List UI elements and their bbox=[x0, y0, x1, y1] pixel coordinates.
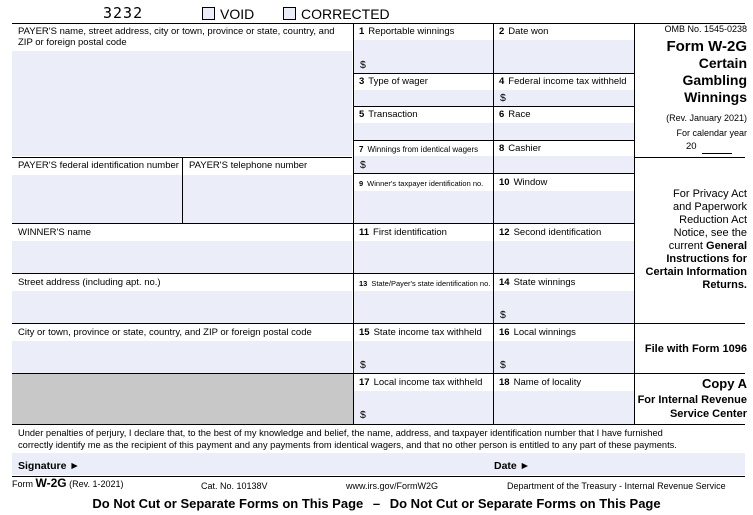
box-label-text: Federal income tax withheld bbox=[508, 76, 627, 87]
box13-input[interactable] bbox=[354, 291, 493, 323]
form-code: 3232 bbox=[103, 4, 144, 22]
box-label-text: First identification bbox=[373, 227, 447, 238]
rule bbox=[12, 23, 745, 24]
box16-label bbox=[499, 327, 576, 338]
calendar-year-label: For calendar year bbox=[676, 128, 747, 138]
box11-label bbox=[359, 227, 447, 238]
do-not-cut-text: Do Not Cut or Separate Forms on This Page bbox=[389, 496, 661, 511]
form-subtitle-3: Winnings bbox=[684, 89, 747, 105]
box-label-text: Date won bbox=[508, 26, 549, 37]
form-subtitle-1: Certain bbox=[698, 55, 747, 71]
box-number: 11 bbox=[359, 227, 370, 238]
rule bbox=[634, 23, 635, 424]
shaded-unused-area bbox=[12, 374, 353, 424]
dollar-sign: $ bbox=[500, 309, 506, 321]
box3-label bbox=[359, 76, 428, 87]
footer-url: www.irs.gov/FormW2G bbox=[346, 481, 439, 491]
rule bbox=[12, 223, 634, 224]
box-label-text: Winner's taxpayer identification no. bbox=[367, 179, 484, 188]
box13-label bbox=[359, 278, 490, 289]
form-subtitle-2: Gambling bbox=[682, 72, 747, 88]
privacy-line: Returns. bbox=[702, 279, 747, 291]
footer-cat-number: Cat. No. 10138V bbox=[201, 481, 268, 491]
box14-label bbox=[499, 277, 575, 288]
signature-label: Signature ► bbox=[18, 460, 80, 472]
rule bbox=[634, 157, 745, 158]
winner-name-input[interactable] bbox=[12, 241, 352, 273]
omb-number: OMB No. 1545-0238 bbox=[664, 24, 747, 34]
date-label: Date ► bbox=[494, 460, 531, 472]
box-number: 10 bbox=[499, 177, 510, 188]
box4-label bbox=[499, 76, 627, 87]
payer-fed-id-label: PAYER'S federal identification number bbox=[18, 160, 179, 171]
box-number: 7 bbox=[359, 145, 364, 154]
year-prefix: 20 bbox=[686, 141, 697, 152]
box-number: 13 bbox=[359, 279, 368, 288]
privacy-line: Reduction Act bbox=[679, 214, 747, 226]
revision-date: (Rev. January 2021) bbox=[666, 113, 747, 123]
payer-name-input[interactable] bbox=[12, 51, 352, 156]
footer-form-name bbox=[12, 478, 123, 490]
box6-label bbox=[499, 109, 530, 120]
rule bbox=[12, 373, 745, 374]
privacy-line: For Privacy Act bbox=[673, 188, 747, 200]
box12-input[interactable] bbox=[494, 241, 634, 273]
box18-label bbox=[499, 377, 581, 388]
void-label: VOID bbox=[220, 6, 255, 22]
box-number: 5 bbox=[359, 109, 365, 120]
dollar-sign: $ bbox=[500, 92, 506, 104]
box15-label bbox=[359, 327, 482, 338]
year-input[interactable] bbox=[702, 142, 732, 154]
box5-input[interactable] bbox=[354, 123, 493, 140]
box5-label bbox=[359, 109, 418, 120]
box2-input[interactable] bbox=[494, 40, 634, 73]
box-number: 1 bbox=[359, 26, 365, 37]
winner-city-input[interactable] bbox=[12, 341, 352, 373]
box-label-text: State/Payer's state identification no. bbox=[371, 279, 491, 288]
copy-label: Copy A bbox=[701, 376, 747, 391]
box1-input[interactable] bbox=[354, 40, 493, 73]
payer-phone-label: PAYER'S telephone number bbox=[189, 160, 308, 171]
box8-input[interactable] bbox=[494, 156, 634, 173]
rule bbox=[12, 424, 745, 425]
copy-for-line: For Internal Revenue bbox=[637, 394, 747, 406]
box-label-text: State income tax withheld bbox=[373, 327, 482, 338]
footer-department: Department of the Treasury - Internal Revenue Service bbox=[507, 481, 726, 491]
dollar-sign: $ bbox=[360, 359, 366, 371]
footer-form-word: Form bbox=[12, 479, 33, 489]
box7-input[interactable] bbox=[354, 156, 493, 173]
dollar-sign: $ bbox=[360, 159, 366, 171]
box-label-text: Window bbox=[513, 177, 548, 188]
footer-form-code: W-2G bbox=[35, 476, 67, 490]
do-not-cut-banner bbox=[0, 496, 753, 511]
privacy-line: Certain Information bbox=[645, 266, 747, 278]
copy-for-line: Service Center bbox=[669, 408, 747, 420]
privacy-line: Instructions for bbox=[666, 253, 747, 265]
dollar-sign: $ bbox=[500, 359, 506, 371]
box-label-text: Name of locality bbox=[513, 377, 582, 388]
box9-input[interactable] bbox=[354, 191, 493, 223]
dollar-sign: $ bbox=[360, 409, 366, 421]
privacy-text: current bbox=[668, 240, 703, 252]
dollar-sign: $ bbox=[360, 59, 366, 71]
payer-name-label: PAYER'S name, street address, city or town, province or state, country, and ZIP or foreign postal code bbox=[18, 26, 335, 48]
perjury-line-2: correctly identify me as the recipient of this payment and any payments from identical wagers, and that no other person is entitled to any part of these payments. bbox=[18, 440, 677, 450]
box-number: 14 bbox=[499, 277, 510, 288]
rule bbox=[12, 323, 745, 324]
privacy-line: Notice, see the bbox=[673, 227, 747, 239]
box-label-text: Cashier bbox=[508, 143, 542, 154]
payer-fed-id-input[interactable] bbox=[12, 175, 182, 223]
do-not-cut-dash: – bbox=[372, 496, 381, 511]
rule bbox=[493, 23, 494, 424]
box-label-text: Transaction bbox=[368, 109, 418, 120]
box17-input[interactable] bbox=[354, 391, 493, 424]
box-number: 2 bbox=[499, 26, 505, 37]
box3-input[interactable] bbox=[354, 90, 493, 106]
winner-name-label: WINNER'S name bbox=[18, 227, 92, 238]
rule bbox=[182, 157, 183, 223]
box10-input[interactable] bbox=[494, 191, 634, 223]
winner-street-label: Street address (including apt. no.) bbox=[18, 277, 161, 288]
box6-input[interactable] bbox=[494, 123, 634, 140]
rule bbox=[353, 23, 354, 424]
box17-label bbox=[359, 377, 482, 388]
corrected-label: CORRECTED bbox=[301, 6, 390, 22]
void-checkbox[interactable] bbox=[202, 7, 215, 20]
perjury-line-1: Under penalties of perjury, I declare that, to the best of my knowledge and belief, the name, address, and taxpayer identification number that I have furnished bbox=[18, 428, 663, 438]
box14-input[interactable] bbox=[494, 291, 634, 323]
box16-input[interactable] bbox=[494, 341, 634, 373]
box-label-text: Race bbox=[508, 109, 531, 120]
box-number: 9 bbox=[359, 179, 364, 188]
payer-phone-input[interactable] bbox=[183, 175, 352, 223]
privacy-bold-text: General bbox=[706, 240, 747, 252]
rule bbox=[12, 273, 634, 274]
box18-input[interactable] bbox=[494, 391, 634, 424]
winner-street-input[interactable] bbox=[12, 291, 352, 323]
box9-label bbox=[359, 178, 483, 189]
form-title: Form W-2G bbox=[666, 38, 747, 55]
box-number: 8 bbox=[499, 143, 505, 154]
box1-label bbox=[359, 26, 454, 37]
box-label-text: Reportable winnings bbox=[368, 26, 455, 37]
privacy-line bbox=[669, 240, 747, 252]
box-label-text: Second identification bbox=[513, 227, 602, 238]
box-number: 15 bbox=[359, 327, 370, 338]
winner-city-label: City or town, province or state, country, and ZIP or foreign postal code bbox=[18, 327, 312, 338]
box7-label bbox=[359, 144, 478, 155]
rule bbox=[12, 476, 745, 477]
footer-rev: (Rev. 1-2021) bbox=[69, 479, 124, 489]
box-label-text: Winnings from identical wagers bbox=[367, 145, 479, 154]
box-number: 18 bbox=[499, 377, 510, 388]
box12-label bbox=[499, 227, 601, 238]
box-label-text: Local winnings bbox=[513, 327, 576, 338]
box4-input[interactable] bbox=[494, 90, 634, 106]
box8-label bbox=[499, 143, 541, 154]
box11-input[interactable] bbox=[354, 241, 493, 273]
box2-label bbox=[499, 26, 548, 37]
privacy-line: and Paperwork bbox=[673, 201, 747, 213]
do-not-cut-text: Do Not Cut or Separate Forms on This Page bbox=[92, 496, 364, 511]
box-number: 16 bbox=[499, 327, 510, 338]
box-number: 4 bbox=[499, 76, 505, 87]
box-number: 12 bbox=[499, 227, 510, 238]
box15-input[interactable] bbox=[354, 341, 493, 373]
box-number: 17 bbox=[359, 377, 370, 388]
signature-input[interactable] bbox=[12, 453, 745, 475]
file-with-label: File with Form 1096 bbox=[644, 343, 747, 355]
corrected-checkbox[interactable] bbox=[283, 7, 296, 20]
box-number: 6 bbox=[499, 109, 505, 120]
box10-label bbox=[499, 177, 547, 188]
box-label-text: Local income tax withheld bbox=[373, 377, 483, 388]
box-label-text: State winnings bbox=[513, 277, 576, 288]
box-number: 3 bbox=[359, 76, 365, 87]
box-label-text: Type of wager bbox=[368, 76, 428, 87]
